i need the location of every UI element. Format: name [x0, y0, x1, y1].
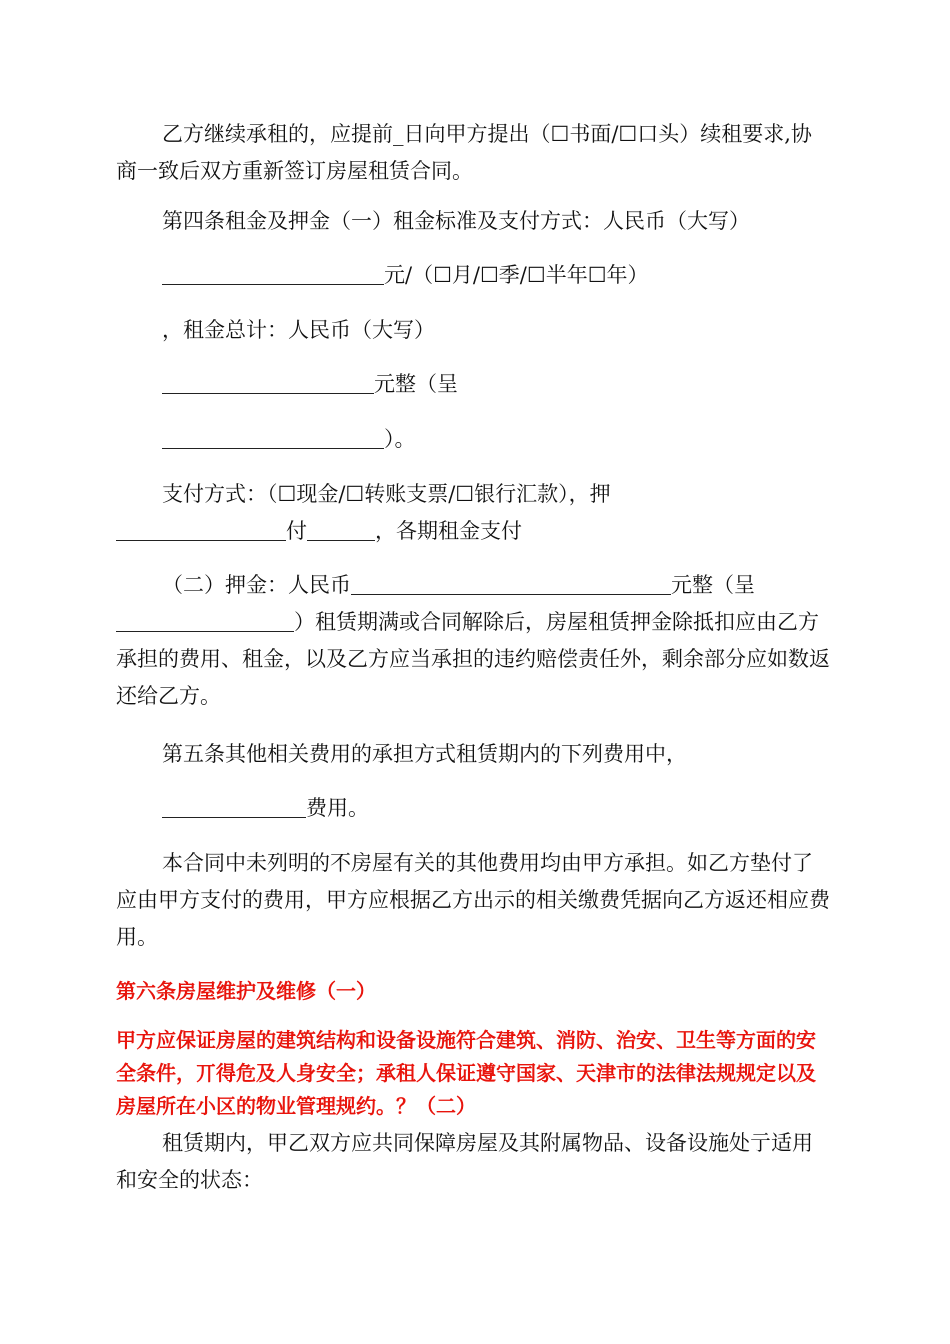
paragraph-fees-blank — [162, 790, 832, 827]
paragraph-rent-total-amount — [162, 366, 832, 403]
blank-rent-figure[interactable] — [162, 430, 384, 449]
rent-unit-text: 元/（☐月/☐季/☐半年☐年） — [384, 263, 649, 287]
blank-deposit-months[interactable] — [116, 522, 286, 541]
blank-deposit-amount[interactable] — [351, 576, 671, 595]
blank-rent-total[interactable] — [162, 375, 374, 394]
deposit-suffix: 元整（呈 — [671, 573, 755, 597]
paragraph-rent-total-figure — [162, 421, 832, 458]
paragraph-unlisted-fees: 本合同中未列明的不房屋有关的其他费用均由甲方承担。如乙方垫付了应由甲方支付的费用，甲方应根据乙方出示的相关缴费凭据向乙方返还相应费用。 — [116, 851, 830, 949]
paragraph-lease-period: 租赁期内，甲乙双方应共同保障房屋及其附属物品、设备设施处亍适用和安全的状态： — [116, 1131, 813, 1192]
blank-deposit-figure[interactable] — [116, 613, 294, 632]
deposit-rest: ）租赁期满或合同解除后，房屋租赁押金除抵扣应由乙方承担的费用、租金，以及乙方应当承担的违约赔偿责任外，剩余部分应如数返还给乙方。 — [116, 610, 830, 708]
paragraph-payment-method: 支付方式：（☐现金/☐转账支票/☐银行汇款），押 — [162, 482, 611, 506]
blank-rent-amount[interactable] — [162, 266, 384, 285]
rent-total-suffix: 元整（呈 — [374, 372, 458, 396]
deposit-prefix: （二）押金：人民币 — [162, 573, 351, 597]
heading-safety-obligations: 甲方应保证房屋的建筑结构和设备设施符合建筑、消防、治安、卫生等方面的安全条件，丌得危及人身安全；承租人保证遵守国家、天津市的法律法规规定以及房屋所在小区的物业管理规约。？（二） — [116, 1028, 816, 1118]
fees-suffix: 费用。 — [306, 796, 369, 820]
heading-maintenance: 第六条房屋维护及维修（一） — [116, 979, 376, 1003]
paragraph-payment-cycle — [116, 513, 832, 550]
payment-pay-text: 付 — [286, 519, 307, 543]
paragraph-rent-title: 第四条租金及押金（一）租金标准及支付方式：人民币（大写） — [162, 209, 750, 233]
paragraph-other-fees: 第五条其他相关费用的承担方式租赁期内的下列费用中， — [162, 742, 687, 766]
paragraph-rent-total: ，租金总计：人民币（大写） — [162, 318, 435, 342]
paragraph-renewal: 乙方继续承租的，应提前_日向甲方提出（☐书面/☐口头）续租要求,协商一致后双方重新签订房屋租赁合同。 — [116, 122, 812, 183]
payment-cycle-text: ，各期租金支付 — [375, 519, 522, 543]
paragraph-rent-unit — [162, 257, 832, 294]
paragraph-deposit — [116, 567, 832, 715]
blank-pay-months[interactable] — [307, 522, 375, 541]
blank-fees[interactable] — [162, 799, 306, 818]
rent-figure-suffix: ）。 — [384, 427, 416, 451]
